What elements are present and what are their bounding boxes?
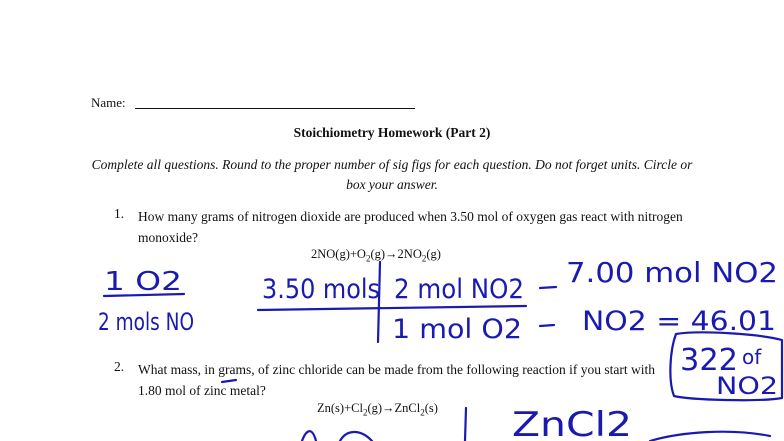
handwritten-factor-top: 2 mol NO2	[394, 274, 524, 305]
q2-partial-ink-1	[302, 431, 316, 441]
name-label: Name:	[91, 95, 126, 110]
page-title: Stoichiometry Homework (Part 2)	[293, 125, 491, 140]
question-2-text: What mass, in grams, of zinc chloride can be made from the following reaction if you start with 1.80 mol of zinc metal?	[138, 362, 655, 398]
question-1-equation: $2NO(g)+O_2(g)\to 2NO_2(g)$	[311, 247, 441, 264]
question-2-equation: $Zn(s)+Cl_2(g)\to ZnCl_2(s)$	[317, 401, 438, 418]
handwritten-factor-bottom: 1 mol O2	[392, 314, 522, 345]
handwritten-ratio-top: 1 O2	[104, 267, 182, 297]
question-2-number: 2.	[114, 359, 125, 374]
handwritten-answer-value: 322	[680, 343, 738, 378]
equals-dash-1	[540, 287, 556, 288]
handwritten-answer-unit: NO2	[716, 372, 778, 400]
instructions: Complete all questions. Round to the proper number of sig figs for each question. Do not forget units. Circle or box your answer.	[91, 157, 693, 192]
handwritten-answer-of: of	[742, 345, 762, 369]
handwritten-molar-mass: NO2 = 46.01	[582, 306, 776, 337]
factor-horizontal-line	[258, 306, 526, 310]
question-1-text: How many grams of nitrogen dioxide are produced when 3.50 mol of oxygen gas react with nitrogen monoxide?	[138, 209, 683, 245]
q2-partial-ink-3	[650, 432, 770, 441]
handwritten-ratio-bottom: 2 mols NO	[98, 308, 194, 336]
handwritten-q2-note: ZnCl2	[512, 405, 632, 441]
q2-factor-line	[465, 408, 466, 441]
question-1-number: 1.	[114, 206, 125, 221]
q2-partial-ink-2	[340, 432, 372, 441]
handwritten-result-moles: 7.00 mol NO2	[566, 256, 778, 289]
handwritten-given-moles: 3.50 mols	[262, 274, 380, 305]
equals-dash-2	[540, 325, 554, 326]
correction-mark	[222, 380, 236, 382]
